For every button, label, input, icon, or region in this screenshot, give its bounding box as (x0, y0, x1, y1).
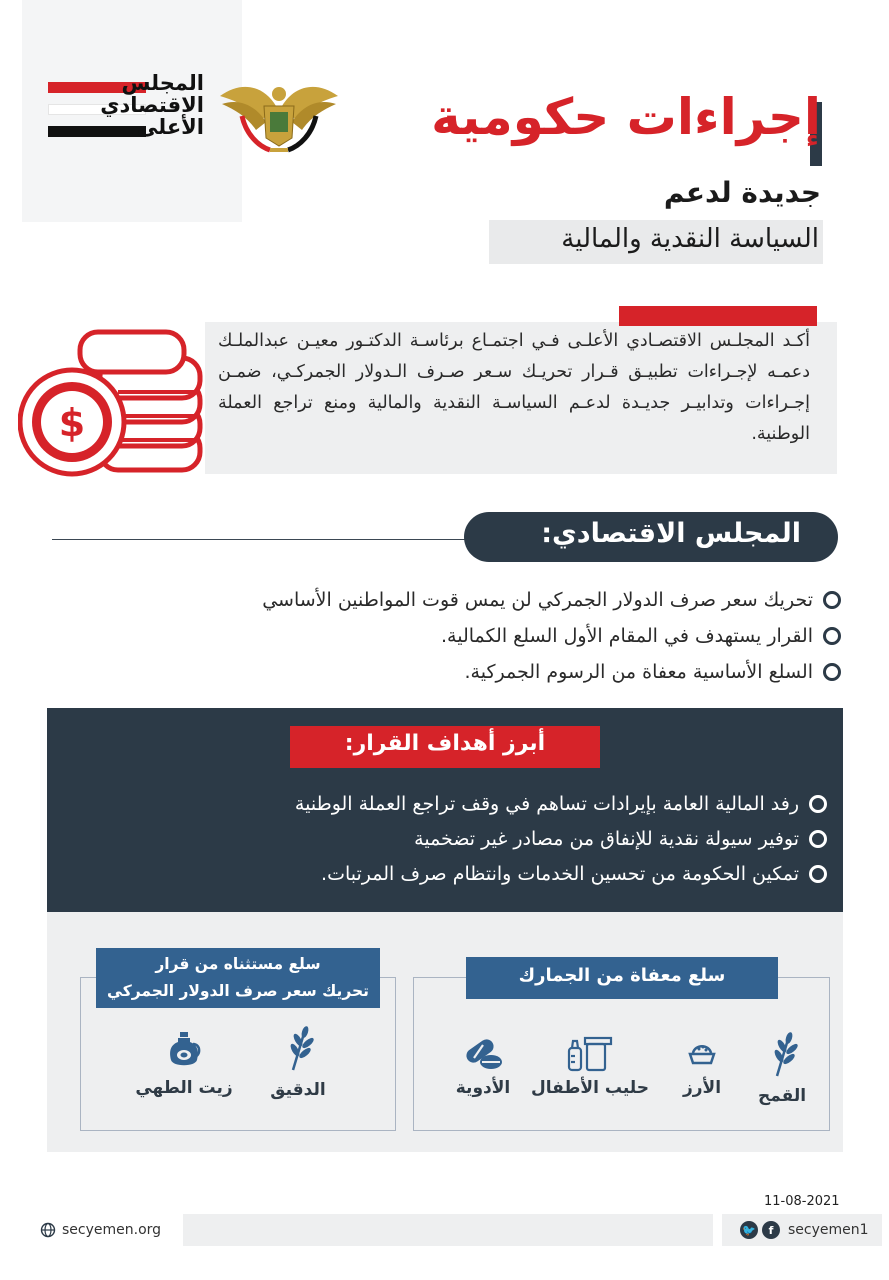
list-item-text: القرار يستهدف في المقام الأول السلع الكمالية. (441, 625, 813, 647)
excluded-item-cooking-oil (124, 1030, 244, 1098)
page-subtitle-2: السياسة النقدية والمالية (561, 224, 819, 254)
website-link[interactable] (40, 1214, 166, 1246)
globe-icon (40, 1222, 56, 1238)
bullet-icon (809, 830, 827, 848)
item-label: زيت الطهي (135, 1078, 233, 1098)
list-item-text: توفير سيولة نقدية للإنفاق من مصادر غير تضخمية (414, 827, 799, 850)
logo-line-3: الأعلى (137, 115, 204, 139)
svg-text:$: $ (58, 401, 86, 445)
page-subtitle-1: جديدة لدعم (663, 176, 821, 209)
intro-paragraph: أكـد المجلـس الاقتصـادي الأعلـى فـي اجتمـاع برئاسـة الدكتـور معيـن عبدالملـك دعمـه لإجـراءات تطبيـق قـرار تحريـك سـعر صـرف الـدولار الجمركـي، ضمـن إجـراءات وتدابيـر جديـدة لدعـم السياسـة النقدية والمالية ومنع تراجع العملة الوطنية. (218, 331, 810, 444)
bullet-icon (809, 795, 827, 813)
list-item (121, 654, 841, 690)
bullet-icon (823, 663, 841, 681)
publish-date: 11-08-2021 (764, 1194, 840, 1209)
council-divider-line (52, 539, 472, 540)
footer-bar (183, 1214, 713, 1246)
logo-line-2: الاقتصادي (100, 93, 204, 117)
list-item-text: تحريك سعر صرف الدولار الجمركي لن يمس قوت المواطنين الأساسي (262, 589, 813, 611)
website-text: secyemen.org (62, 1222, 162, 1238)
bullet-icon (823, 627, 841, 645)
exempt-goods-title: سلع معفاة من الجمارك (518, 965, 726, 986)
council-title: المجلس الاقتصادي: (541, 518, 801, 549)
excluded-goods-title (96, 951, 380, 1005)
exempt-item-medicine (423, 1036, 543, 1098)
excluded-title-line-2: تحريك سعر صرف الدولار الجمركي (107, 982, 369, 1000)
bullet-icon (823, 591, 841, 609)
item-label: الأدوية (455, 1078, 511, 1098)
excluded-item-flour (238, 1024, 358, 1100)
item-label: القمح (757, 1086, 807, 1106)
baby-milk-icon (565, 1036, 615, 1072)
list-item (121, 582, 841, 618)
goals-title: أبرز أهداف القرار: (344, 731, 546, 756)
list-item-text: تمكين الحكومة من تحسين الخدمات وانتظام صرف المرتبات. (321, 862, 799, 885)
wheat-icon (281, 1024, 315, 1072)
exempt-item-baby-milk (530, 1036, 650, 1098)
social-handle-text: secyemen1 (788, 1222, 869, 1238)
medicine-icon (461, 1036, 505, 1072)
facebook-icon: f (762, 1221, 780, 1239)
page-title: إجراءات حكومية (431, 88, 821, 146)
list-item-text: السلع الأساسية معفاة من الرسوم الجمركية. (464, 661, 813, 683)
intro-accent-bar (619, 306, 817, 326)
wheat-icon (765, 1030, 799, 1078)
list-item-text: رفد المالية العامة بإيرادات تساهم في وقف تراجع العملة الوطنية (294, 792, 799, 815)
coins-dollar-icon (18, 318, 208, 478)
list-item (147, 786, 827, 821)
item-label: الدقيق (270, 1080, 326, 1100)
oil-bottle-icon (167, 1030, 201, 1070)
rice-icon (687, 1040, 717, 1066)
list-item (147, 856, 827, 891)
social-handle-link[interactable] (722, 1214, 882, 1246)
eagle-emblem-icon (212, 76, 346, 158)
item-label: الأرز (682, 1078, 722, 1098)
list-item (147, 821, 827, 856)
logo-line-1: المجلس (121, 71, 204, 95)
excluded-title-line-1: سلع مستثناه من قرار (155, 955, 321, 973)
list-item (121, 618, 841, 654)
exempt-item-rice (642, 1040, 762, 1098)
council-logo-text (100, 72, 204, 138)
item-label: حليب الأطفال (531, 1078, 649, 1098)
council-list (121, 582, 841, 690)
twitter-icon: 🐦 (740, 1221, 758, 1239)
goals-list (147, 786, 827, 891)
bullet-icon (809, 865, 827, 883)
